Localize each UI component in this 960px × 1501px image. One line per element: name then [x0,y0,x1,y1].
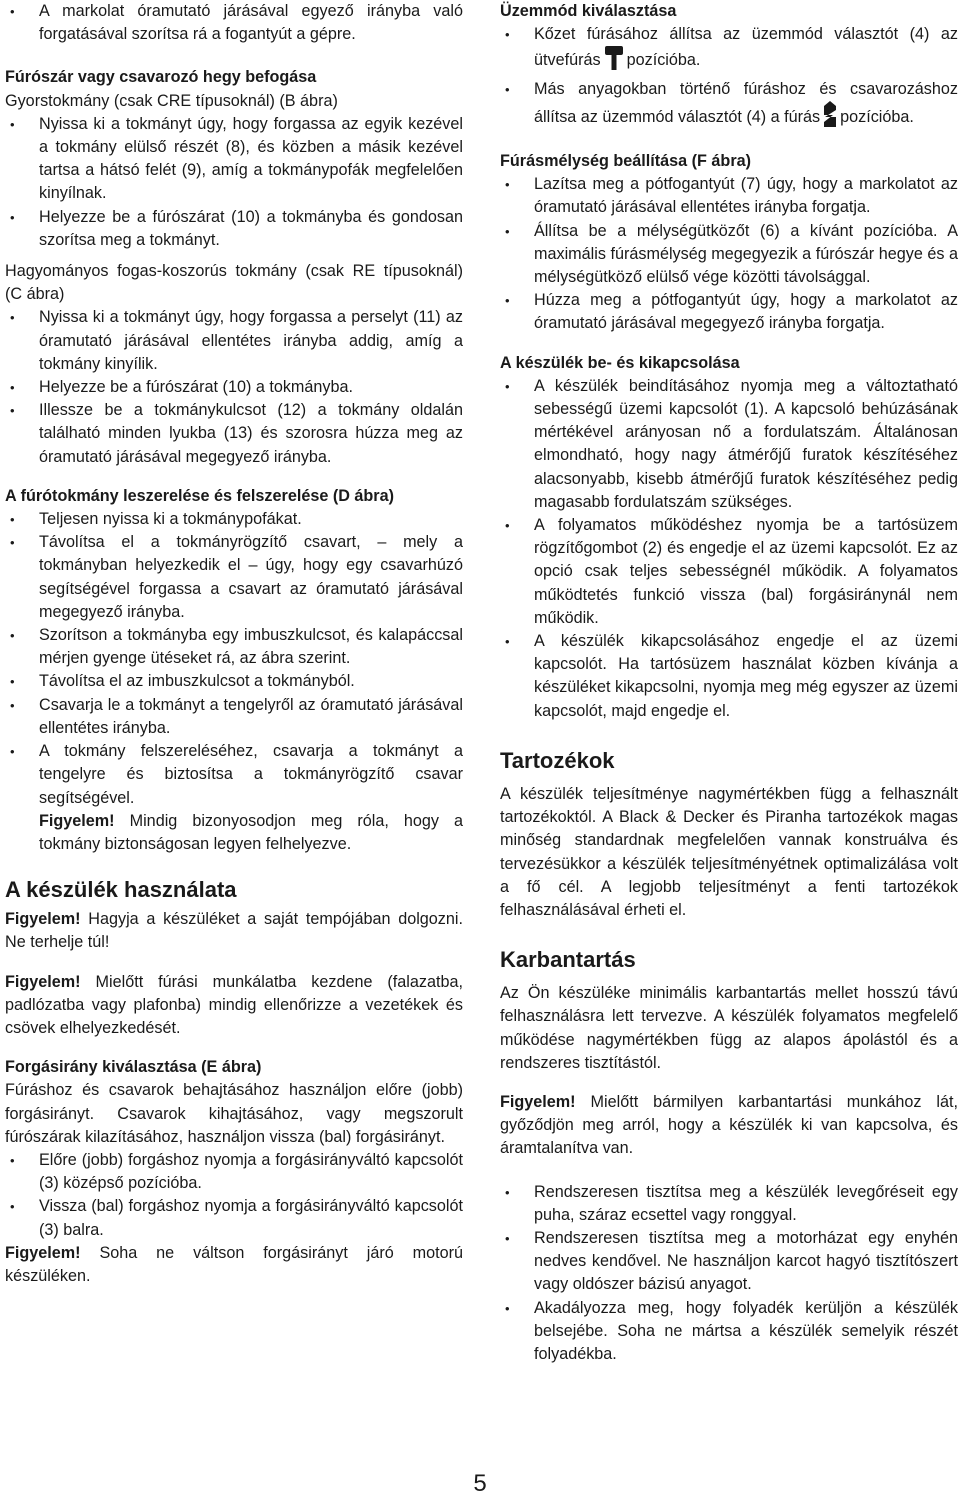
mode-text-a: Kőzet fúrásához állítsa az üzemmód választót (4) az ütvefúrás [534,25,958,70]
mode-text-b: pozícióba. [840,107,914,126]
list-item: • Távolítsa el a tokmányrögzítő csavart, – mely a tokmányban helyezkedik el – úgy, hogy egy csavarhúzó segítségével forgassa a csavart az óramutató járásával megegyező irányba. [5,531,463,624]
accessories-text: A készülék teljesítménye nagymértékben függ a felhasznált tartozékoktól. A Black & Decker és Piranha tartozékok magas minőség standardnak megfelelően vannak konstruálva és tervezésükkor a készülék teljesítményétnek optimalizálása volt a fő cél. A legjobb teljesítményt a fenti tartozékok felhasználásával érheti el. [500,784,958,919]
list-item: • Előre (jobb) forgáshoz nyomja a forgásirányváltó kapcsolót (3) középső pozícióba. [5,1149,463,1195]
right-column [500,0,958,1366]
chuck-removal-list [5,508,463,810]
list-item: • Szorítson a tokmányba egy imbuszkulcsot, és kalapáccsal mérjen gyenge ütéseket rá, az ábra szerint. [5,624,463,670]
mode-text-b: pozícióba. [626,51,701,70]
accessories-heading: Tartozékok [500,747,615,773]
list-item: • A készülék beindításához nyomja meg a változtatható sebességű üzemi kapcsolót (1). A kapcsoló behúzásának mértékével arányosan nő a fordulatszám. Általánosan elmondható, hogy nagy átmérőjű furatok készítéséhez alacsonyabb, kisebb átmérőjű furatok készítéséhez pedig magasabb fordulatszám szükséges. [500,375,958,514]
maintenance-warning [500,1091,958,1161]
list-item: • Nyissa ki a tokmányt úgy, hogy forgassa a perselyt (11) az óramutató járásával ellentétes irányba addig, amíg a tokmány kinyílik. [5,306,463,376]
list-item: • Lazítsa meg a pótfogantyút (7) úgy, hogy a markolatot az óramutató járásával ellentétes irányba forgatja. [500,173,958,219]
direction-intro: Fúráshoz és csavarok behajtásához használjon előre (jobb) forgásirányt. Csavarok kihajtásához, vagy megszorult fúrószárak kilazításához, használjon vissza (bal) forgásirányt. [5,1081,463,1146]
warning-text: Mielőtt fúrási munkálatba kezdene (falazatba, padlózatba vagy plafonba) mindig ellenőrizze a vezetékek és csövek elhelyezkedését. [5,972,463,1037]
left-column [5,0,463,1288]
list-item: • Vissza (bal) forgáshoz nyomja a forgásirányváltó kapcsolót (3) balra. [5,1195,463,1241]
keyed-chuck-list [5,306,463,468]
switch-heading: A készülék be- és kikapcsolása [500,353,740,372]
usage-warning-2 [5,971,463,1041]
list-item: • Csavarja le a tokmányt a tengelyről az óramutató járásával ellentétes irányba. [5,694,463,740]
list-item: • Helyezze be a fúrószárat (10) a tokmányba és gondosan szorítsa meg a tokmányt. [5,206,463,252]
list-item: • A tokmány felszereléséhez, csavarja a tokmányt a tengelyre és biztosítsa a tokmányrögzítő csavar segítségével. [5,740,463,810]
keyless-chuck-subheading: Gyorstokmány (csak CRE típusoknál) (B ábra) [5,91,338,110]
direction-heading: Forgásirány kiválasztása (E ábra) [5,1058,262,1077]
warning-label: Figyelem! [39,811,115,830]
direction-warning [5,1242,463,1288]
intro-list [5,0,463,46]
keyless-chuck-list [5,113,463,252]
switch-list [500,375,958,723]
list-item [500,78,958,134]
list-item: • Teljesen nyissa ki a tokmánypofákat. [5,508,463,531]
warning-label: Figyelem! [5,1243,81,1262]
maintenance-text: Az Ön készüléke minimális karbantartás mellet hosszú távú felhasználásra lett tervezve. A készülék folyamatos megfelelő működése nagymértékben függ az alapos ápolástól és a rendszeres tisztítástól. [500,984,958,1072]
drill-bit-icon [823,101,837,134]
depth-list [500,173,958,335]
depth-heading: Fúrásmélység beállítása (F ábra) [500,152,752,171]
chuck-warning [5,810,463,856]
list-item: • Illessze be a tokmánykulcsot (12) a tokmány oldalán található minden lyukba (13) és szorosra húzza meg az óramutató járásával megegyező irányba. [5,399,463,469]
bit-insertion-heading: Fúrószár vagy csavarozó hegy befogása [5,68,317,87]
mode-list [500,23,958,134]
list-item: • A markolat óramutató járásával egyező irányba való forgatásával szorítsa rá a fogantyút a gépre. [5,0,463,46]
page-number: 5 [473,1470,487,1497]
direction-list [5,1149,463,1242]
list-item: • Akadályozza meg, hogy folyadék kerüljön a készülék belsejébe. Soha ne mártsa a készülék semelyik részét folyadékba. [500,1297,958,1367]
list-item: • Rendszeresen tisztítsa meg a motorházat egy enyhén nedves kendővel. Ne használjon karcot hagyó tisztítószert vagy oldószer bázisú anyagot. [500,1227,958,1297]
list-item: • A folyamatos működéshez nyomja be a tartósüzem rögzítőgombot (2) és engedje el az üzemi kapcsolót. Ez az opció csak teljes sebességnél működik. A folyamatos működtetés funkció vissza (bal) forgásiránynál nem működik. [500,514,958,630]
list-item: • A készülék kikapcsolásához engedje el az üzemi kapcsolót. Ha tartósüzem használat közben kívánja a készüléket kikapcsolni, nyomja meg még egyszer az üzemi kapcsolót, majd engedje el. [500,630,958,723]
keyed-chuck-subheading: Hagyományos fogas-koszorús tokmány (csak RE típusoknál) (C ábra) [5,262,463,304]
list-item: • Állítsa be a mélységütközőt (6) a kívánt pozícióba. A maximális fúrásmélység megegyezik a fúrószár hegye és a mélységütköző elülső vége közötti távolsággal. [500,220,958,290]
list-item: • Helyezze be a fúrószárat (10) a tokmányba. [5,376,463,399]
mode-text-a: Más anyagokban történő fúráshoz és csavarozáshoz állítsa az üzemmód választót (4) a fúrás [534,79,958,126]
mode-heading: Üzemmód kiválasztása [500,2,677,20]
list-item: • Rendszeresen tisztítsa meg a készülék levegőréseit egy puha, száraz ecsettel vagy ronggyal. [500,1181,958,1227]
usage-warning-1 [5,908,463,954]
warning-text: Soha ne váltson forgásirányt járó motorú készüléken. [5,1243,463,1285]
usage-heading: A készülék használata [5,877,237,903]
warning-label: Figyelem! [500,1092,576,1111]
warning-label: Figyelem! [5,972,81,991]
warning-text: Hagyja a készüléket a saját tempójában dolgozni. Ne terhelje túl! [5,910,463,952]
list-item: • Távolítsa el az imbuszkulcsot a tokmányból. [5,670,463,693]
list-item: • Húzza meg a pótfogantyút úgy, hogy a markolatot az óramutató járásával megegyező irányba forgatja. [500,289,958,335]
hammer-drill-icon [604,46,624,77]
chuck-removal-heading: A fúrótokmány leszerelése és felszerelése (D ábra) [5,486,394,505]
warning-text: Mielőtt bármilyen karbantartási munkához lát, győződjön meg arról, hogy a készülék ki van kapcsolva, és áramtalanítva van. [500,1092,958,1158]
maintenance-list [500,1181,958,1367]
maintenance-heading: Karbantartás [500,947,636,973]
warning-text: Mindig bizonyosodjon meg róla, hogy a tokmány biztonságosan legyen felhelyezve. [39,811,463,853]
list-item [500,23,958,77]
warning-label: Figyelem! [5,910,81,929]
list-item: • Nyissa ki a tokmányt úgy, hogy forgassa az egyik kezével a tokmány elülső részét (8), és közben a másik kezével tartsa a hátsó felét (9), amíg a tokmánypofák megfelelően kinyílnak. [5,113,463,206]
